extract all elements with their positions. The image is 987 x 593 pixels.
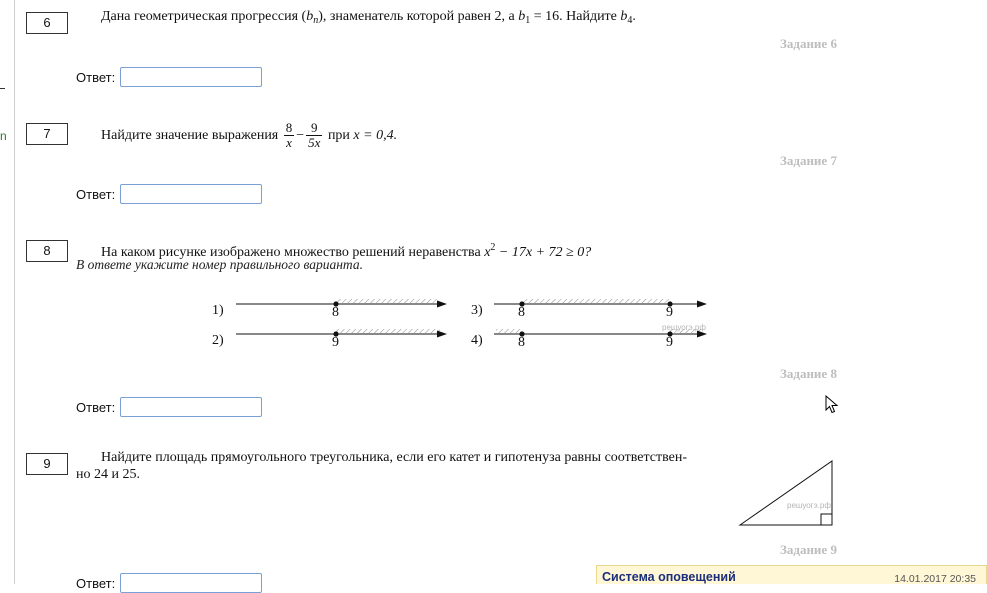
tick-label: 9 bbox=[666, 335, 673, 350]
task-tag-link[interactable]: Задание 7 bbox=[780, 153, 837, 168]
task-question: Дана геометрическая прогрессия $(b_n)$, знаменатель которой равен 2, а $b_1 = 16$. Найдите $b_4$. bbox=[101, 9, 636, 26]
task-question: На каком рисунке изображено множество решений неравенства $x^2 - 17x + 72 \ge 0$? bbox=[101, 242, 592, 260]
notification-panel[interactable] bbox=[596, 565, 987, 584]
answer-label: Ответ: bbox=[76, 70, 116, 85]
watermark: решуогэ.рф bbox=[662, 323, 706, 332]
task-hint: В ответе укажите номер правильного варианта. bbox=[76, 257, 363, 272]
answer-label: Ответ: bbox=[76, 187, 116, 202]
number-line-3 bbox=[494, 299, 707, 308]
fraction: $\frac{8}{x}$ bbox=[285, 120, 293, 150]
task-number: 8 bbox=[26, 240, 68, 262]
task-tag-link[interactable]: Задание 8 bbox=[780, 366, 837, 381]
task-tag-link[interactable]: Задание 9 bbox=[780, 542, 837, 557]
mouse-cursor-icon bbox=[825, 395, 839, 415]
answer-input-9[interactable] bbox=[120, 573, 262, 593]
watermark: решуогэ.рф bbox=[787, 501, 831, 510]
edge-text: n bbox=[0, 129, 7, 143]
fraction: $\frac{9}{5x}$ bbox=[308, 120, 321, 150]
option-label: 4) bbox=[471, 333, 483, 348]
number-line-2 bbox=[236, 329, 447, 338]
task-question: Найдите значение выражения $\frac{8}{x}$ − $\frac{9}{5x}$ при x = 0,4. bbox=[101, 120, 398, 150]
task-number: 9 bbox=[26, 453, 68, 475]
tick-label: 8 bbox=[332, 305, 339, 320]
answer-label: Ответ: bbox=[76, 576, 116, 591]
option-label: 3) bbox=[471, 303, 483, 318]
tick-label: 8 bbox=[518, 335, 525, 350]
task-number: 7 bbox=[26, 123, 68, 145]
task-question: Найдите площадь прямоугольного треугольника, если его катет и гипотенуза равны соответствен- bbox=[101, 450, 687, 465]
number-line-1 bbox=[236, 299, 447, 308]
right-triangle-figure bbox=[740, 461, 832, 525]
notification-title[interactable]: Система оповещений bbox=[602, 570, 736, 584]
tick-label: 9 bbox=[332, 335, 339, 350]
option-label: 1) bbox=[212, 303, 224, 318]
option-label: 2) bbox=[212, 333, 224, 348]
answer-input-8[interactable] bbox=[120, 397, 262, 417]
task-question-cont: но 24 и 25. bbox=[76, 467, 140, 482]
task-tag-link[interactable]: Задание 6 bbox=[780, 36, 837, 51]
tick-label: 8 bbox=[518, 305, 525, 320]
answer-label: Ответ: bbox=[76, 400, 116, 415]
task-number: 6 bbox=[26, 12, 68, 34]
tick-label: 9 bbox=[666, 305, 673, 320]
notification-time: 14.01.2017 20:35 bbox=[894, 573, 976, 585]
